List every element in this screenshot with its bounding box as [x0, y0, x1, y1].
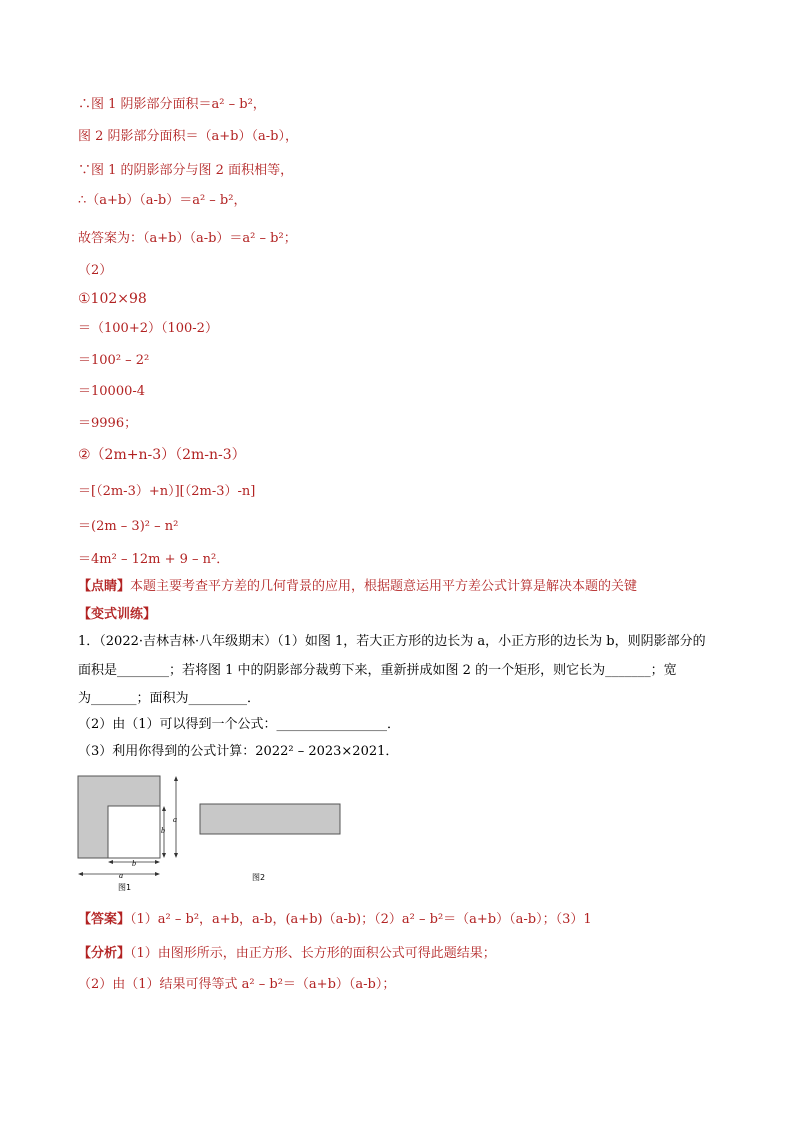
solution-line-5: 故答案为：（a+b）（a-b）＝a² – b²；	[78, 231, 297, 246]
calc-line-4: ＝10000-4	[78, 384, 146, 399]
question-line-5: （3）利用你得到的公式计算：2022² – 2023×2021．	[78, 744, 399, 759]
question-line-1: 1．（2022·吉林吉林·八年级期末）（1）如图 1，若大正方形的边长为 a，小正方形的边长为 b，则阴影部分的	[78, 634, 706, 649]
calc-line-2: ＝（100+2）（100-2）	[78, 321, 218, 336]
calc-line-9: ＝4m² – 12m + 9 – n²．	[78, 552, 230, 567]
part2-label: （2）	[78, 263, 113, 278]
arrow-icon	[155, 872, 160, 876]
answer-text: （1）a² – b²，a+b，a-b，(a+b)（a-b)；（2）a² – b²＝（a+b）（a-b）；（3）1	[130, 912, 592, 927]
arrow-icon	[108, 860, 113, 864]
calc-line-1: ①102×98	[78, 291, 147, 307]
answer-line	[78, 911, 592, 929]
analysis-line-1	[78, 945, 496, 963]
question-line-4: （2）由（1）可以得到一个公式：_________________．	[78, 717, 401, 732]
answer-tag: 【答案】	[78, 912, 131, 927]
question-line-2: 面积是________；若将图 1 中的阴影部分裁剪下来，重新拼成如图 2 的一个矩形，则它长为_______；宽	[78, 663, 677, 678]
question-line-3: 为_______；面积为_________．	[78, 691, 261, 706]
calc-line-8: ＝(2m – 3)² – n²	[78, 519, 179, 534]
figure1-caption: 图1	[118, 883, 132, 892]
arrow-icon	[174, 776, 178, 781]
figure2-caption: 图2	[252, 873, 266, 882]
comment-line	[78, 578, 637, 596]
solution-line-2: 图 2 阴影部分面积＝（a+b）（a-b），	[78, 129, 298, 144]
analysis-text-1: （1）由图形所示，由正方形、长方形的面积公式可得此题结果；	[130, 946, 496, 961]
solution-line-1: ∴图 1 阴影部分面积＝a² – b²，	[78, 97, 266, 112]
training-title: 【变式训练】	[78, 607, 157, 622]
arrow-icon	[162, 806, 166, 811]
analysis-tag: 【分析】	[78, 946, 131, 961]
comment-tag: 【点睛】	[78, 579, 131, 594]
fig2-rectangle	[200, 804, 340, 834]
arrow-icon	[155, 860, 160, 864]
solution-line-4: ∴（a+b）（a-b）＝a² – b²，	[78, 193, 247, 208]
arrow-icon	[174, 853, 178, 858]
label-a-right: a	[173, 815, 177, 824]
comment-text: 本题主要考查平方差的几何背景的应用，根据题意运用平方差公式计算是解决本题的关键	[130, 579, 638, 594]
calc-line-7: ＝[（2m-3）+n）][（2m-3）-n]	[78, 484, 256, 499]
label-a-bottom: a	[119, 871, 123, 880]
calc-line-6: ②（2m+n-3）（2m-n-3）	[78, 447, 246, 463]
label-b-bottom: b	[132, 859, 136, 868]
analysis-line-2: （2）由（1）结果可得等式 a² – b²＝（a+b）（a-b）；	[78, 977, 396, 992]
solution-line-3: ∵图 1 的阴影部分与图 2 面积相等，	[78, 163, 294, 178]
arrow-icon	[162, 853, 166, 858]
fig1-small-square	[108, 806, 160, 858]
arrow-icon	[78, 872, 83, 876]
label-b-right: b	[161, 826, 165, 835]
calc-line-3: ＝100² – 2²	[78, 353, 150, 368]
calc-line-5: ＝9996；	[78, 416, 138, 431]
figure-squares	[70, 770, 370, 895]
